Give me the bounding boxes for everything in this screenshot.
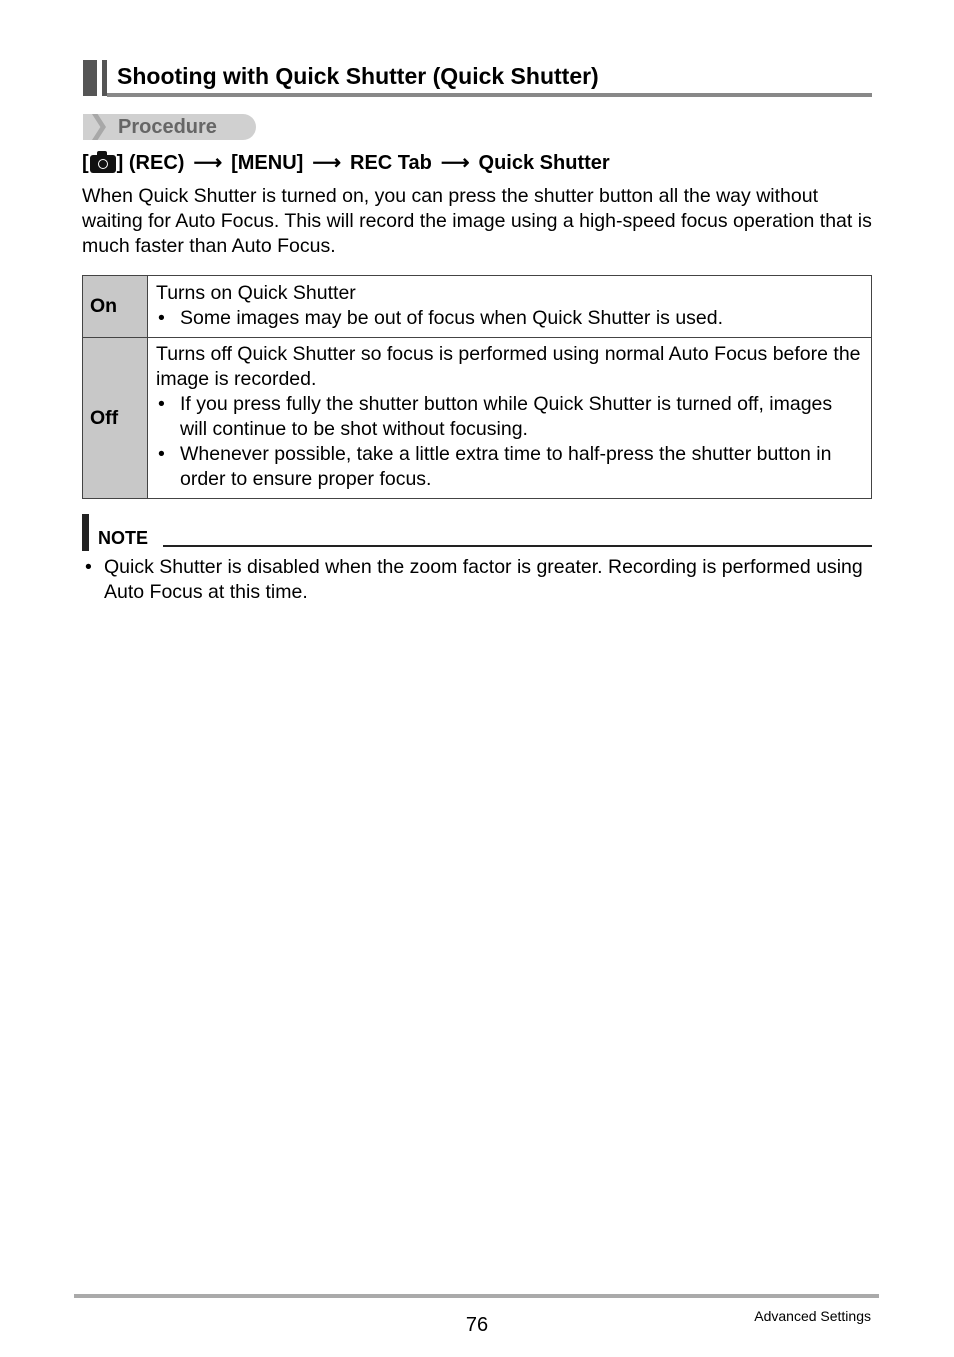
menu-path [82,149,610,177]
bullet-text: Some images may be out of focus when Quick Shutter is used. [180,306,724,329]
path-menu: [MENU] [231,152,304,174]
option-key: On [83,276,148,338]
bullet-icon: • [85,556,92,578]
list-item [156,442,863,492]
option-text: Turns off Quick Shutter so focus is performed using normal Auto Focus before the image is recorded. [156,343,861,390]
heading-underline [107,93,872,97]
procedure-label: Procedure [118,116,217,138]
list-item [156,392,863,442]
page-number: 76 [465,1314,489,1336]
path-rec: ] (REC) [116,152,185,174]
section-title: Shooting with Quick Shutter (Quick Shutter) [117,63,599,89]
path-rec-tab: REC Tab [350,152,432,174]
bullet-text: Whenever possible, take a little extra time to half-press the shutter button in order to ensure proper focus. [180,443,832,490]
option-description [148,338,872,499]
option-description [148,276,872,338]
option-text: Turns on Quick Shutter [156,281,356,304]
footer-rule [74,1294,879,1298]
list-item [156,306,863,331]
note-label: NOTE [98,528,149,548]
table-row [83,338,872,499]
bullet-text: If you press fully the shutter button while Quick Shutter is turned off, images will continue to be shot without focusing. [180,393,833,440]
intro-paragraph: When Quick Shutter is turned on, you can press the shutter button all the way without waiting for Auto Focus. This will record the image using a high-speed focus operation that is much faster than Auto Focus. [82,185,872,257]
path-quick-shutter: Quick Shutter [478,152,610,174]
heading-bar-thick [83,60,97,96]
bullet-icon: • [158,306,165,329]
note-text: Quick Shutter is disabled when the zoom factor is greater. Recording is performed using Auto Focus at this time. [104,556,863,603]
arrow-right-icon: ⟶ [193,152,223,174]
footer-section: Advanced Settings [754,1308,871,1324]
note-item [82,555,882,605]
options-table [82,275,872,499]
arrow-right-icon: ⟶ [440,152,470,174]
camera-icon [90,155,116,173]
arrow-right-icon: ⟶ [312,152,341,174]
path-open-bracket: [ [82,152,89,174]
table-row [83,276,872,338]
bullet-icon: • [158,393,165,415]
note-bar [82,514,89,551]
bullet-icon: • [158,443,165,465]
option-key: Off [83,338,148,499]
heading-bar-thin [102,60,107,96]
note-rule [163,545,872,547]
